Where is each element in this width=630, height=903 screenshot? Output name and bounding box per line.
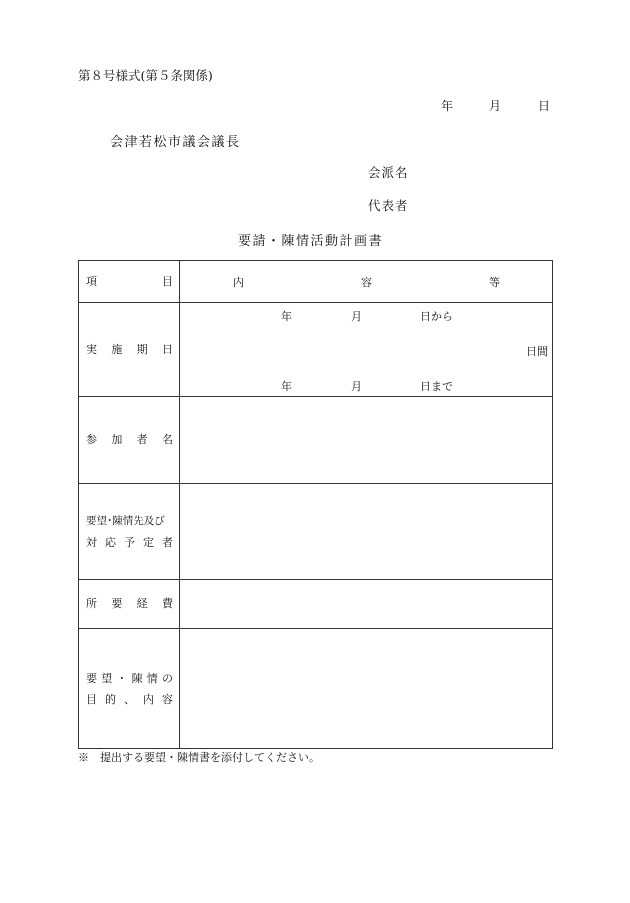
- expense-label-cell: [79, 580, 180, 629]
- participants-label-char: 名: [161, 433, 173, 446]
- target-label-cell: [79, 484, 180, 580]
- purpose-row: [79, 629, 553, 749]
- expense-label-char: 所: [86, 597, 97, 610]
- activity-plan-table: [78, 260, 553, 749]
- target-row: [79, 484, 553, 580]
- period-label-char: 実: [86, 342, 97, 356]
- target-label-char: 対: [86, 535, 97, 549]
- period-label-char: 日: [161, 342, 173, 356]
- representative-label: 代表者: [368, 198, 409, 213]
- participants-label-cell: [79, 397, 180, 484]
- expense-value-cell[interactable]: [180, 580, 553, 629]
- item-header-cell: [79, 261, 180, 303]
- target-value-cell[interactable]: [180, 484, 553, 580]
- duration-days-label: 日間: [526, 345, 548, 358]
- purpose-label-char: 目: [86, 692, 97, 706]
- content-header-char: 容: [361, 276, 372, 289]
- purpose-label-char: 陳: [131, 671, 143, 685]
- target-label-char: 応: [105, 535, 116, 549]
- expense-row: [79, 580, 553, 629]
- date-day-label: 日: [538, 99, 551, 113]
- start-year-label: 年: [281, 310, 292, 323]
- participants-label-char: 加: [111, 433, 123, 446]
- content-header-char: 内: [233, 276, 244, 289]
- participants-value-cell[interactable]: [180, 397, 553, 484]
- start-month-label: 月: [351, 310, 362, 323]
- purpose-label-char: ・: [116, 671, 128, 685]
- faction-name-label: 会派名: [368, 165, 409, 180]
- date-year-label: 年: [441, 99, 454, 113]
- participants-label-char: 者: [136, 433, 148, 446]
- expense-label-char: 費: [161, 597, 173, 610]
- target-label-line1: 要望･陳情先及び: [86, 514, 165, 527]
- purpose-label-char: 容: [162, 692, 173, 706]
- item-header-char: 目: [162, 274, 173, 288]
- purpose-label-char: 望: [101, 671, 113, 685]
- participants-label-char: 参: [86, 433, 97, 446]
- end-year-label: 年: [281, 380, 292, 393]
- purpose-label-char: 、: [124, 692, 135, 706]
- purpose-label-char: 内: [143, 692, 154, 706]
- expense-label-char: 経: [136, 597, 148, 610]
- purpose-label-char: 要: [86, 671, 97, 685]
- header-row: [79, 261, 553, 303]
- form-title: 要請・陳情活動計画書: [238, 234, 384, 249]
- purpose-label-char: 的: [105, 692, 116, 706]
- content-header-char: 等: [489, 276, 500, 289]
- participants-row: [79, 397, 553, 484]
- period-label-char: 施: [111, 342, 123, 356]
- target-label-char: 定: [143, 535, 154, 549]
- content-header-cell: [180, 261, 553, 303]
- end-day-label: 日まで: [420, 380, 453, 393]
- expense-label-char: 要: [111, 597, 123, 610]
- purpose-value-cell[interactable]: [180, 629, 553, 749]
- purpose-label-char: 情: [146, 671, 158, 685]
- purpose-label-char: の: [161, 671, 173, 685]
- start-day-label: 日から: [420, 310, 453, 323]
- period-value-cell[interactable]: [180, 303, 553, 397]
- period-label-cell: [79, 303, 180, 397]
- date-month-label: 月: [489, 99, 502, 113]
- purpose-label-cell: [79, 629, 180, 749]
- end-month-label: 月: [351, 380, 362, 393]
- period-row: [79, 303, 553, 397]
- target-label-char: 予: [124, 535, 135, 549]
- footnote: ※ 提出する要望・陳情書を添付してください。: [78, 751, 320, 764]
- period-label-char: 期: [136, 342, 148, 356]
- addressee: 会津若松市議会議長: [110, 135, 241, 150]
- target-label-char: 者: [162, 535, 173, 549]
- item-header-char: 項: [86, 274, 97, 288]
- form-number: 第８号様式(第５条関係): [78, 68, 213, 83]
